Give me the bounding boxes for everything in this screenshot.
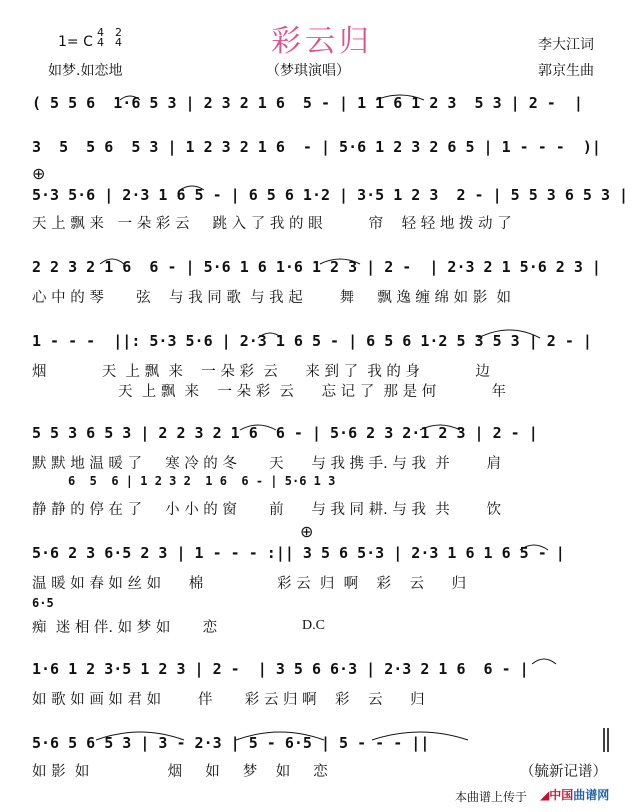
upload-note: 本曲谱上传于 bbox=[455, 790, 528, 804]
slur-mark bbox=[120, 96, 140, 100]
slur-mark bbox=[478, 330, 540, 338]
slur-mark bbox=[532, 659, 556, 664]
slur-mark bbox=[100, 259, 124, 264]
slur-mark bbox=[258, 333, 282, 338]
time-signature-1: 4 4 bbox=[97, 26, 104, 49]
slur-mark bbox=[320, 259, 360, 264]
score-line-3: 5·3 5·6 | 2·3 1 6 5 - | 6 5 6 1·2 | 3·5 1 2 3 2 - | 5 5 3 6 5 3 | bbox=[32, 186, 629, 204]
slur-mark bbox=[376, 95, 424, 100]
lyrics-line-5b: 天 上 飘 来 一 朵 彩 云 忘 记 了 那 是 何 年 bbox=[118, 384, 507, 400]
transcriber-credit: （毓新记谱） bbox=[520, 764, 607, 780]
lyrics-line-7b: 痴 迷 相 伴. 如 梦 如 恋 bbox=[32, 620, 218, 636]
lyrics-line-9: 如 影 如 烟 如 梦 如 恋 bbox=[32, 764, 328, 780]
slur-mark bbox=[180, 186, 204, 190]
lyricist: 李大江词 bbox=[538, 37, 594, 53]
slur-mark bbox=[240, 425, 276, 430]
slur-mark bbox=[420, 425, 460, 430]
lyrics-line-8: 如 歌 如 画 如 君 如 伴 彩 云 归 啊 彩 云 归 bbox=[32, 692, 425, 708]
slur-mark bbox=[236, 732, 324, 740]
coda-icon: ⊕ bbox=[32, 164, 46, 183]
slur-mark bbox=[96, 732, 184, 740]
coda-icon: ⊕ bbox=[300, 522, 314, 541]
lyrics-line-5a: 烟 天 上 飘 来 一 朵 彩 云 来 到 了 我 的 身 边 bbox=[32, 364, 490, 380]
tempo-marking: 如梦.如恋地 bbox=[48, 63, 123, 79]
lyrics-line-6b: 静 静 的 停 在 了 小 小 的 窗 前 与 我 同 耕. 与 我 共 饮 bbox=[32, 502, 502, 518]
score-line-9: 5·6 5 6 5 3 | 3 - 2·3 | 5 - 6·5 | 5 - - - || bbox=[32, 734, 430, 752]
lyrics-line-4: 心 中 的 琴 弦 与 我 同 歌 与 我 起 舞 飘 逸 缠 绵 如 影 如 bbox=[32, 290, 511, 306]
lyrics-line-3: 天 上 飘 来 一 朵 彩 云 跳 入 了 我 的 眼 帘 轻 轻 地 拨 动 了 bbox=[32, 216, 512, 232]
alt-notes-line-7: 6·5 bbox=[32, 596, 54, 610]
lyrics-line-7: 温 暖 如 春 如 丝 如 棉 彩 云 归 啊 彩 云 归 bbox=[32, 576, 467, 592]
score-line-7: 5·6 2 3 6·5 2 3 | 1 - - - :|| 3 5 6 5·3 | 2·3 1 6 1 6 5 - | bbox=[32, 544, 565, 562]
slur-mark bbox=[520, 545, 548, 550]
score-line-2: 3 5 5 6 5 3 | 1 2 3 2 1 6 - | 5·6 1 2 3 2 6 5 | 1 - - - )| bbox=[32, 138, 601, 156]
time-signature-2: 2 4 bbox=[115, 26, 122, 49]
score-line-5: 1 - - - ||: 5·3 5·6 | 2·3 1 6 5 - | 6 5 6 1·2 5 3 5 3 | 2 - | bbox=[32, 332, 592, 350]
alt-notes-line-6: 6 5 6 | 1 2 3 2 1 6 6 - | 5·6 1 3 bbox=[68, 474, 336, 488]
key-signature: 1= C bbox=[58, 34, 93, 50]
composer: 郭京生曲 bbox=[538, 63, 594, 79]
score-line-8: 1·6 1 2 3·5 1 2 3 | 2 - | 3 5 6 6·3 | 2·3 2 1 6 6 - | bbox=[32, 660, 529, 678]
score-line-1: ( 5 5 6 1·6 5 3 | 2 3 2 1 6 5 - | 1 1 6 1 2 3 5 3 | 2 - | bbox=[32, 94, 583, 112]
score-line-6: 5 5 3 6 5 3 | 2 2 3 2 1 6 6 - | 5·6 2 3 2·1 2 3 | 2 - | bbox=[32, 424, 538, 442]
dc-mark: D.C bbox=[302, 618, 325, 633]
lyrics-line-6a: 默 默 地 温 暖 了 寒 冷 的 冬 天 与 我 携 手. 与 我 并 肩 bbox=[32, 456, 502, 472]
performer: （梦琪演唱） bbox=[266, 63, 350, 79]
score-line-4: 2 2 3 2 1 6 6 - | 5·6 1 6 1·6 1 2 3 | 2 - | 2·3 2 1 5·6 2 3 | bbox=[32, 258, 601, 276]
slur-mark bbox=[372, 732, 468, 740]
logo-brand: 中国 bbox=[549, 788, 574, 802]
logo-icon: ◢ bbox=[540, 788, 550, 802]
logo-site: 曲谱网 bbox=[573, 788, 610, 802]
song-title: 彩云归 bbox=[271, 24, 373, 59]
